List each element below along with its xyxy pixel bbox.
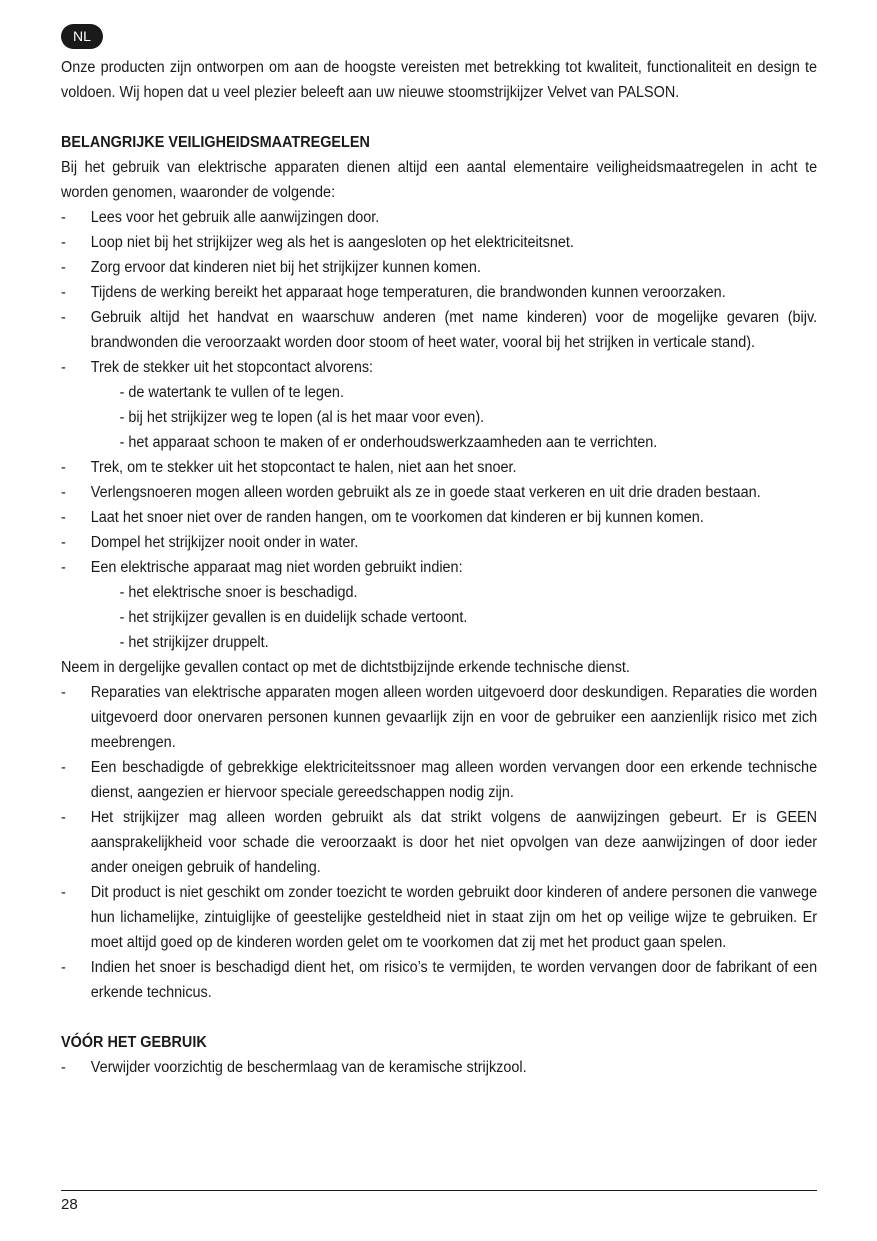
safety-list-3: [61, 680, 817, 1005]
safety-list: [61, 205, 817, 380]
list-item: - Verlengsnoeren mogen alleen worden gebruikt als ze in goede staat verkeren en uit drie draden bestaan.: [61, 480, 817, 505]
list-item: - Indien het snoer is beschadigd dient het, om risico’s te vermijden, te worden vervangen door de fabrikant of een erkende technicus.: [61, 955, 817, 1005]
manual-page: [61, 24, 817, 1080]
safety-list-2: [61, 455, 817, 580]
list-item: - Dit product is niet geschikt om zonder toezicht te worden gebruikt door kinderen of andere personen die vanwege hun lichamelijke, zintuiglijke of geestelijke gesteldheid niet in staat zijn om het op veilige wijze te gebruiken. Er moet altijd goed op de kinderen worden gelet om te voorkomen dat zij met het product gaan spelen.: [61, 880, 817, 955]
list-item: - Tijdens de werking bereikt het apparaat hoge temperaturen, die brandwonden kunnen veroorzaken.: [61, 280, 817, 305]
footer-divider: [61, 1190, 817, 1191]
list-item: - Reparaties van elektrische apparaten mogen alleen worden uitgevoerd door deskundigen. Reparaties die worden uitgevoerd door onervaren personen kunnen gevaarlijk zijn en voor de gebruiker een aanzienlijk risico met zich meebrengen.: [61, 680, 817, 755]
sub-item: - het apparaat schoon te maken of er onderhoudswerkzaamheden aan te verrichten.: [119, 434, 658, 451]
list-item: - Gebruik altijd het handvat en waarschuw anderen (met name kinderen) voor de mogelijke gevaren (bijv. brandwonden die veroorzaakt worden door stoom of heet water, vooral bij het strijken in verticale stand).: [61, 305, 817, 355]
sub-item: - het strijkijzer gevallen is en duidelijk schade vertoont.: [119, 609, 468, 626]
safety-heading: BELANGRIJKE VEILIGHEIDSMAATREGELEN: [61, 134, 370, 151]
page-number: 28: [61, 1196, 78, 1213]
safety-lead: Bij het gebruik van elektrische apparaten dienen altijd een aantal elementaire veiligheidsmaatregelen in acht te worden genomen, waaronder de volgende:: [61, 159, 818, 201]
before-use-heading: VÓÓR HET GEBRUIK: [61, 1034, 207, 1051]
list-item: - Lees voor het gebruik alle aanwijzingen door.: [61, 205, 817, 230]
list-item: - Een beschadigde of gebrekkige elektriciteitssnoer mag alleen worden vervangen door een erkende technische dienst, aangezien er hiervoor speciale gereedschappen nodig zijn.: [61, 755, 817, 805]
list-item: - Dompel het strijkijzer nooit onder in water.: [61, 530, 817, 555]
list-item: - Verwijder voorzichtig de beschermlaag van de keramische strijkzool.: [61, 1055, 817, 1080]
before-use-list: [61, 1055, 817, 1080]
sub-item: - het strijkijzer druppelt.: [119, 634, 269, 651]
list-item: - Zorg ervoor dat kinderen niet bij het strijkijzer kunnen komen.: [61, 255, 817, 280]
sub-item: - bij het strijkijzer weg te lopen (al is het maar voor even).: [119, 409, 485, 426]
list-item: - Het strijkijzer mag alleen worden gebruikt als dat strikt volgens de aanwijzingen gebeurt. Er is GEEN aansprakelijkheid voor schade die veroorzaakt is door het niet opvolgen van deze aanwijzingen of door ieder ander oneigen gebruik of handeling.: [61, 805, 817, 880]
language-badge: NL: [61, 24, 103, 49]
list-item: - Loop niet bij het strijkijzer weg als het is aangesloten op het elektriciteitsnet.: [61, 230, 817, 255]
sub-item: - het elektrische snoer is beschadigd.: [119, 584, 358, 601]
sub-item: - de watertank te vullen of te legen.: [119, 384, 344, 401]
do-not-use-sublist: [61, 580, 817, 655]
service-note: Neem in dergelijke gevallen contact op met de dichtstbijzijnde erkende technische dienst.: [61, 659, 630, 676]
unplug-sublist: [61, 380, 817, 455]
list-item: - Trek, om te stekker uit het stopcontact te halen, niet aan het snoer.: [61, 455, 817, 480]
list-item: - Trek de stekker uit het stopcontact alvorens:: [61, 355, 817, 380]
intro-paragraph: Onze producten zijn ontworpen om aan de hoogste vereisten met betrekking tot kwaliteit, functionaliteit en design te voldoen. Wij hopen dat u veel plezier beleeft aan uw nieuwe stoomstrijkijzer Velvet van PALSON.: [61, 59, 818, 101]
page-body: [61, 55, 817, 1080]
list-item: - Een elektrische apparaat mag niet worden gebruikt indien:: [61, 555, 817, 580]
list-item: - Laat het snoer niet over de randen hangen, om te voorkomen dat kinderen er bij kunnen komen.: [61, 505, 817, 530]
